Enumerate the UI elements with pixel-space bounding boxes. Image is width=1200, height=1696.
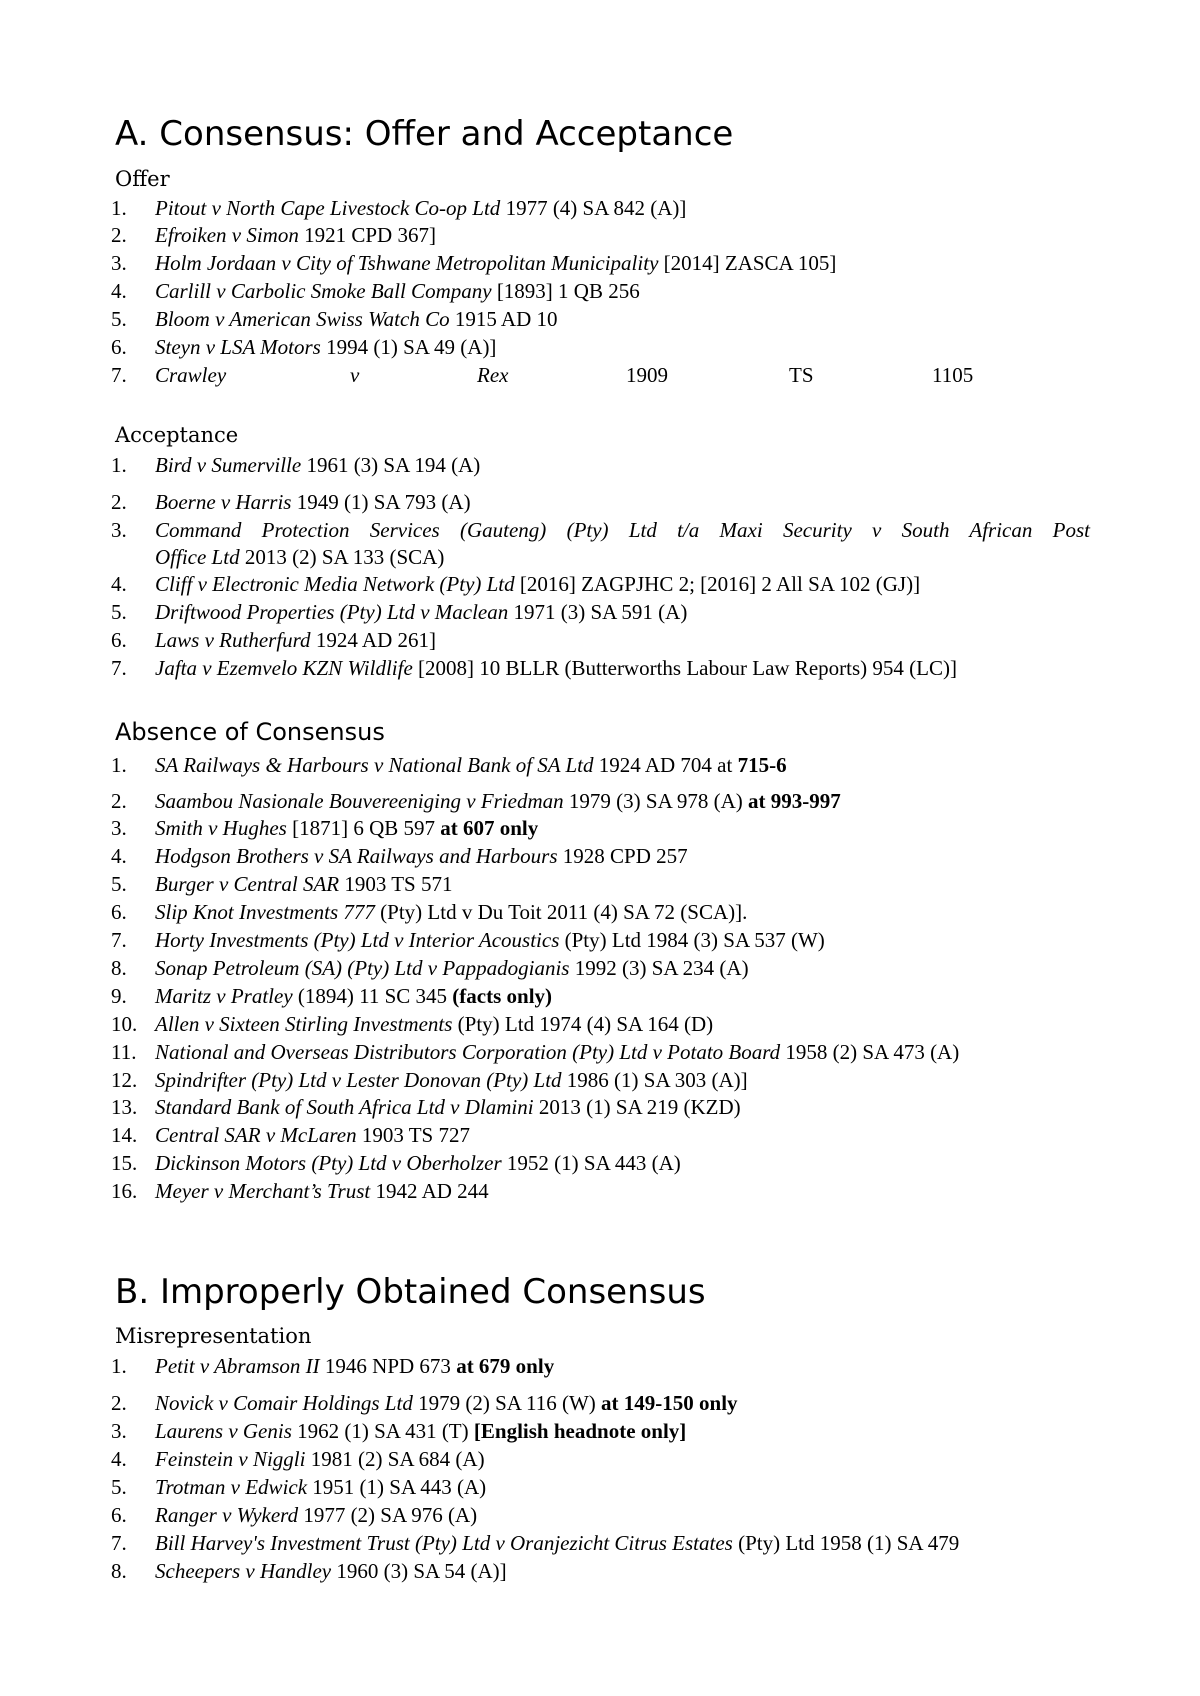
case-name: Smith v Hughes bbox=[155, 816, 287, 840]
case-name: Command Protection Services (Gauteng) (Pty) Ltd t/a Maxi Security v South African Post bbox=[155, 518, 1090, 542]
case-name: Boerne v Harris bbox=[155, 490, 292, 514]
page-note: at 607 only bbox=[440, 816, 539, 840]
case-name: Laurens v Genis bbox=[155, 1419, 292, 1443]
case-citation: 1949 (1) SA 793 (A) bbox=[291, 490, 471, 514]
case-citation: 1962 (1) SA 431 (T) bbox=[291, 1419, 474, 1443]
page-note: at 149-150 only bbox=[601, 1391, 738, 1415]
case-name: Saambou Nasionale Bouvereeniging v Friedman bbox=[155, 789, 564, 813]
list-number: 3. bbox=[111, 816, 127, 840]
case-name: Meyer v Merchant’s Trust bbox=[155, 1179, 371, 1203]
case-citation: 1979 (3) SA 978 (A) bbox=[563, 789, 748, 813]
list-number: 11. bbox=[111, 1040, 137, 1064]
list-number: 2. bbox=[111, 223, 127, 247]
case-citation: (Pty) Ltd v Du Toit 2011 (4) SA 72 (SCA)]. bbox=[374, 900, 748, 924]
case-citation: 1921 CPD 367] bbox=[298, 223, 436, 247]
case-citation: [2016] ZAGPJHC 2; [2016] 2 All SA 102 (GJ)] bbox=[514, 572, 921, 596]
case-name: Carlill v Carbolic Smoke Ball Company bbox=[155, 279, 492, 303]
list-number: 1. bbox=[111, 1354, 127, 1378]
case-citation: 1915 AD 10 bbox=[449, 307, 558, 331]
case-name-part: v bbox=[350, 363, 360, 387]
section-a-title: A. Consensus: Offer and Acceptance bbox=[115, 114, 734, 154]
case-citation: 1977 (2) SA 976 (A) bbox=[298, 1503, 478, 1527]
case-citation: 1903 TS 571 bbox=[339, 872, 453, 896]
case-name: Hodgson Brothers v SA Railways and Harbours bbox=[155, 844, 558, 868]
case-citation: (Pty) Ltd 1984 (3) SA 537 (W) bbox=[559, 928, 825, 952]
section-b-title: B. Improperly Obtained Consensus bbox=[115, 1272, 706, 1312]
case-citation: 1961 (3) SA 194 (A) bbox=[301, 453, 481, 477]
list-number: 6. bbox=[111, 628, 127, 652]
case-citation: 1946 NPD 673 bbox=[319, 1354, 457, 1378]
case-citation: 1928 CPD 257 bbox=[557, 844, 688, 868]
page-note: [English headnote only] bbox=[473, 1419, 687, 1443]
case-citation: 1903 TS 727 bbox=[356, 1123, 470, 1147]
case-name: SA Railways & Harbours v National Bank of SA Ltd bbox=[155, 753, 594, 777]
case-citation: 1958 (2) SA 473 (A) bbox=[780, 1040, 960, 1064]
case-name: Scheepers v Handley bbox=[155, 1559, 332, 1583]
case-name: Jafta v Ezemvelo KZN Wildlife bbox=[155, 656, 413, 680]
list-number: 6. bbox=[111, 900, 127, 924]
case-name: Burger v Central SAR bbox=[155, 872, 340, 896]
case-citation: 1924 AD 261] bbox=[310, 628, 436, 652]
case-citation: 1960 (3) SA 54 (A)] bbox=[331, 1559, 507, 1583]
list-number: 7. bbox=[111, 928, 127, 952]
case-citation: 1986 (1) SA 303 (A)] bbox=[561, 1068, 748, 1092]
list-number: 1. bbox=[111, 196, 127, 220]
list-number: 14. bbox=[111, 1123, 138, 1147]
list-number: 15. bbox=[111, 1151, 138, 1175]
case-name: Novick v Comair Holdings Ltd bbox=[155, 1391, 413, 1415]
page-note: at 679 only bbox=[456, 1354, 555, 1378]
case-citation: 1942 AD 244 bbox=[370, 1179, 489, 1203]
case-citation: 1971 (3) SA 591 (A) bbox=[508, 600, 688, 624]
list-number: 13. bbox=[111, 1095, 138, 1119]
list-number: 4. bbox=[111, 279, 127, 303]
case-name: Petit v Abramson II bbox=[155, 1354, 320, 1378]
case-name: Ranger v Wykerd bbox=[155, 1503, 299, 1527]
case-citation: [2014] ZASCA 105] bbox=[658, 251, 837, 275]
list-number: 2. bbox=[111, 789, 127, 813]
list-number: 1. bbox=[111, 753, 127, 777]
case-citation: (1894) 11 SC 345 bbox=[292, 984, 453, 1008]
case-name: Central SAR v McLaren bbox=[155, 1123, 357, 1147]
case-name: Bloom v American Swiss Watch Co bbox=[155, 307, 450, 331]
list-number: 8. bbox=[111, 956, 127, 980]
case-name: Bird v Sumerville bbox=[155, 453, 302, 477]
list-number: 9. bbox=[111, 984, 127, 1008]
list-number: 3. bbox=[111, 1419, 127, 1443]
case-name: Holm Jordaan v City of Tshwane Metropolitan Municipality bbox=[155, 251, 659, 275]
offer-heading: Offer bbox=[115, 167, 170, 191]
case-name: Standard Bank of South Africa Ltd v Dlamini bbox=[155, 1095, 534, 1119]
case-name: Allen v Sixteen Stirling Investments bbox=[155, 1012, 453, 1036]
list-number: 7. bbox=[111, 1531, 127, 1555]
case-citation: (Pty) Ltd 1958 (1) SA 479 bbox=[732, 1531, 960, 1555]
case-name: National and Overseas Distributors Corporation (Pty) Ltd v Potato Board bbox=[155, 1040, 781, 1064]
case-citation: 1994 (1) SA 49 (A)] bbox=[320, 335, 497, 359]
page-note: at 993-997 bbox=[747, 789, 841, 813]
case-citation-part: TS bbox=[789, 363, 814, 387]
list-number: 4. bbox=[111, 1447, 127, 1471]
case-citation: 1952 (1) SA 443 (A) bbox=[501, 1151, 681, 1175]
case-citation: [1893] 1 QB 256 bbox=[491, 279, 640, 303]
list-number: 2. bbox=[111, 1391, 127, 1415]
list-number: 5. bbox=[111, 872, 127, 896]
case-citation: 1979 (2) SA 116 (W) bbox=[412, 1391, 602, 1415]
acceptance-heading: Acceptance bbox=[115, 423, 239, 447]
case-citation: 2013 (2) SA 133 (SCA) bbox=[239, 545, 445, 569]
misrepresentation-heading: Misrepresentation bbox=[115, 1324, 312, 1348]
case-name: Spindrifter (Pty) Ltd v Lester Donovan (Pty) Ltd bbox=[155, 1068, 562, 1092]
list-number: 16. bbox=[111, 1179, 138, 1203]
case-name: Feinstein v Niggli bbox=[155, 1447, 306, 1471]
case-name-part: Rex bbox=[477, 363, 509, 387]
list-number: 1. bbox=[111, 453, 127, 477]
list-number: 10. bbox=[111, 1012, 138, 1036]
case-citation-part: 1105 bbox=[932, 363, 974, 387]
case-name: Steyn v LSA Motors bbox=[155, 335, 321, 359]
list-number: 5. bbox=[111, 600, 127, 624]
case-citation-part: 1909 bbox=[626, 363, 668, 387]
page-note: (facts only) bbox=[452, 984, 553, 1008]
case-name: Pitout v North Cape Livestock Co-op Ltd bbox=[155, 196, 501, 220]
page-note: 715-6 bbox=[737, 753, 787, 777]
case-name: Horty Investments (Pty) Ltd v Interior Acoustics bbox=[155, 928, 560, 952]
list-number: 7. bbox=[111, 363, 127, 387]
list-number: 12. bbox=[111, 1068, 138, 1092]
case-citation: 1951 (1) SA 443 (A) bbox=[307, 1475, 487, 1499]
case-name: Bill Harvey's Investment Trust (Pty) Ltd v Oranjezicht Citrus Estates bbox=[155, 1531, 733, 1555]
list-number: 2. bbox=[111, 490, 127, 514]
case-name: Laws v Rutherfurd bbox=[155, 628, 311, 652]
case-name: Office Ltd bbox=[155, 545, 240, 569]
case-citation: 1981 (2) SA 684 (A) bbox=[305, 1447, 485, 1471]
absence-heading: Absence of Consensus bbox=[115, 718, 385, 746]
list-number: 8. bbox=[111, 1559, 127, 1583]
case-citation: [1871] 6 QB 597 bbox=[286, 816, 441, 840]
case-name: Dickinson Motors (Pty) Ltd v Oberholzer bbox=[155, 1151, 502, 1175]
list-number: 5. bbox=[111, 1475, 127, 1499]
case-name-part: Crawley bbox=[155, 363, 227, 387]
case-name: Efroiken v Simon bbox=[155, 223, 299, 247]
case-citation: 1992 (3) SA 234 (A) bbox=[569, 956, 749, 980]
list-number: 6. bbox=[111, 335, 127, 359]
case-name: Maritz v Pratley bbox=[155, 984, 293, 1008]
list-number: 4. bbox=[111, 844, 127, 868]
list-number: 7. bbox=[111, 656, 127, 680]
case-citation: [2008] 10 BLLR (Butterworths Labour Law Reports) 954 (LC)] bbox=[412, 656, 957, 680]
case-citation: (Pty) Ltd 1974 (4) SA 164 (D) bbox=[452, 1012, 714, 1036]
case-name: Slip Knot Investments 777 bbox=[155, 900, 375, 924]
case-citation: 1924 AD 704 at bbox=[593, 753, 738, 777]
case-name: Driftwood Properties (Pty) Ltd v Maclean bbox=[155, 600, 509, 624]
list-number: 3. bbox=[111, 518, 127, 542]
case-citation: 2013 (1) SA 219 (KZD) bbox=[533, 1095, 741, 1119]
case-name: Trotman v Edwick bbox=[155, 1475, 308, 1499]
list-number: 6. bbox=[111, 1503, 127, 1527]
case-name: Sonap Petroleum (SA) (Pty) Ltd v Pappadogianis bbox=[155, 956, 570, 980]
case-citation: 1977 (4) SA 842 (A)] bbox=[500, 196, 687, 220]
list-number: 5. bbox=[111, 307, 127, 331]
list-number: 4. bbox=[111, 572, 127, 596]
list-number: 3. bbox=[111, 251, 127, 275]
case-name: Cliff v Electronic Media Network (Pty) Ltd bbox=[155, 572, 515, 596]
